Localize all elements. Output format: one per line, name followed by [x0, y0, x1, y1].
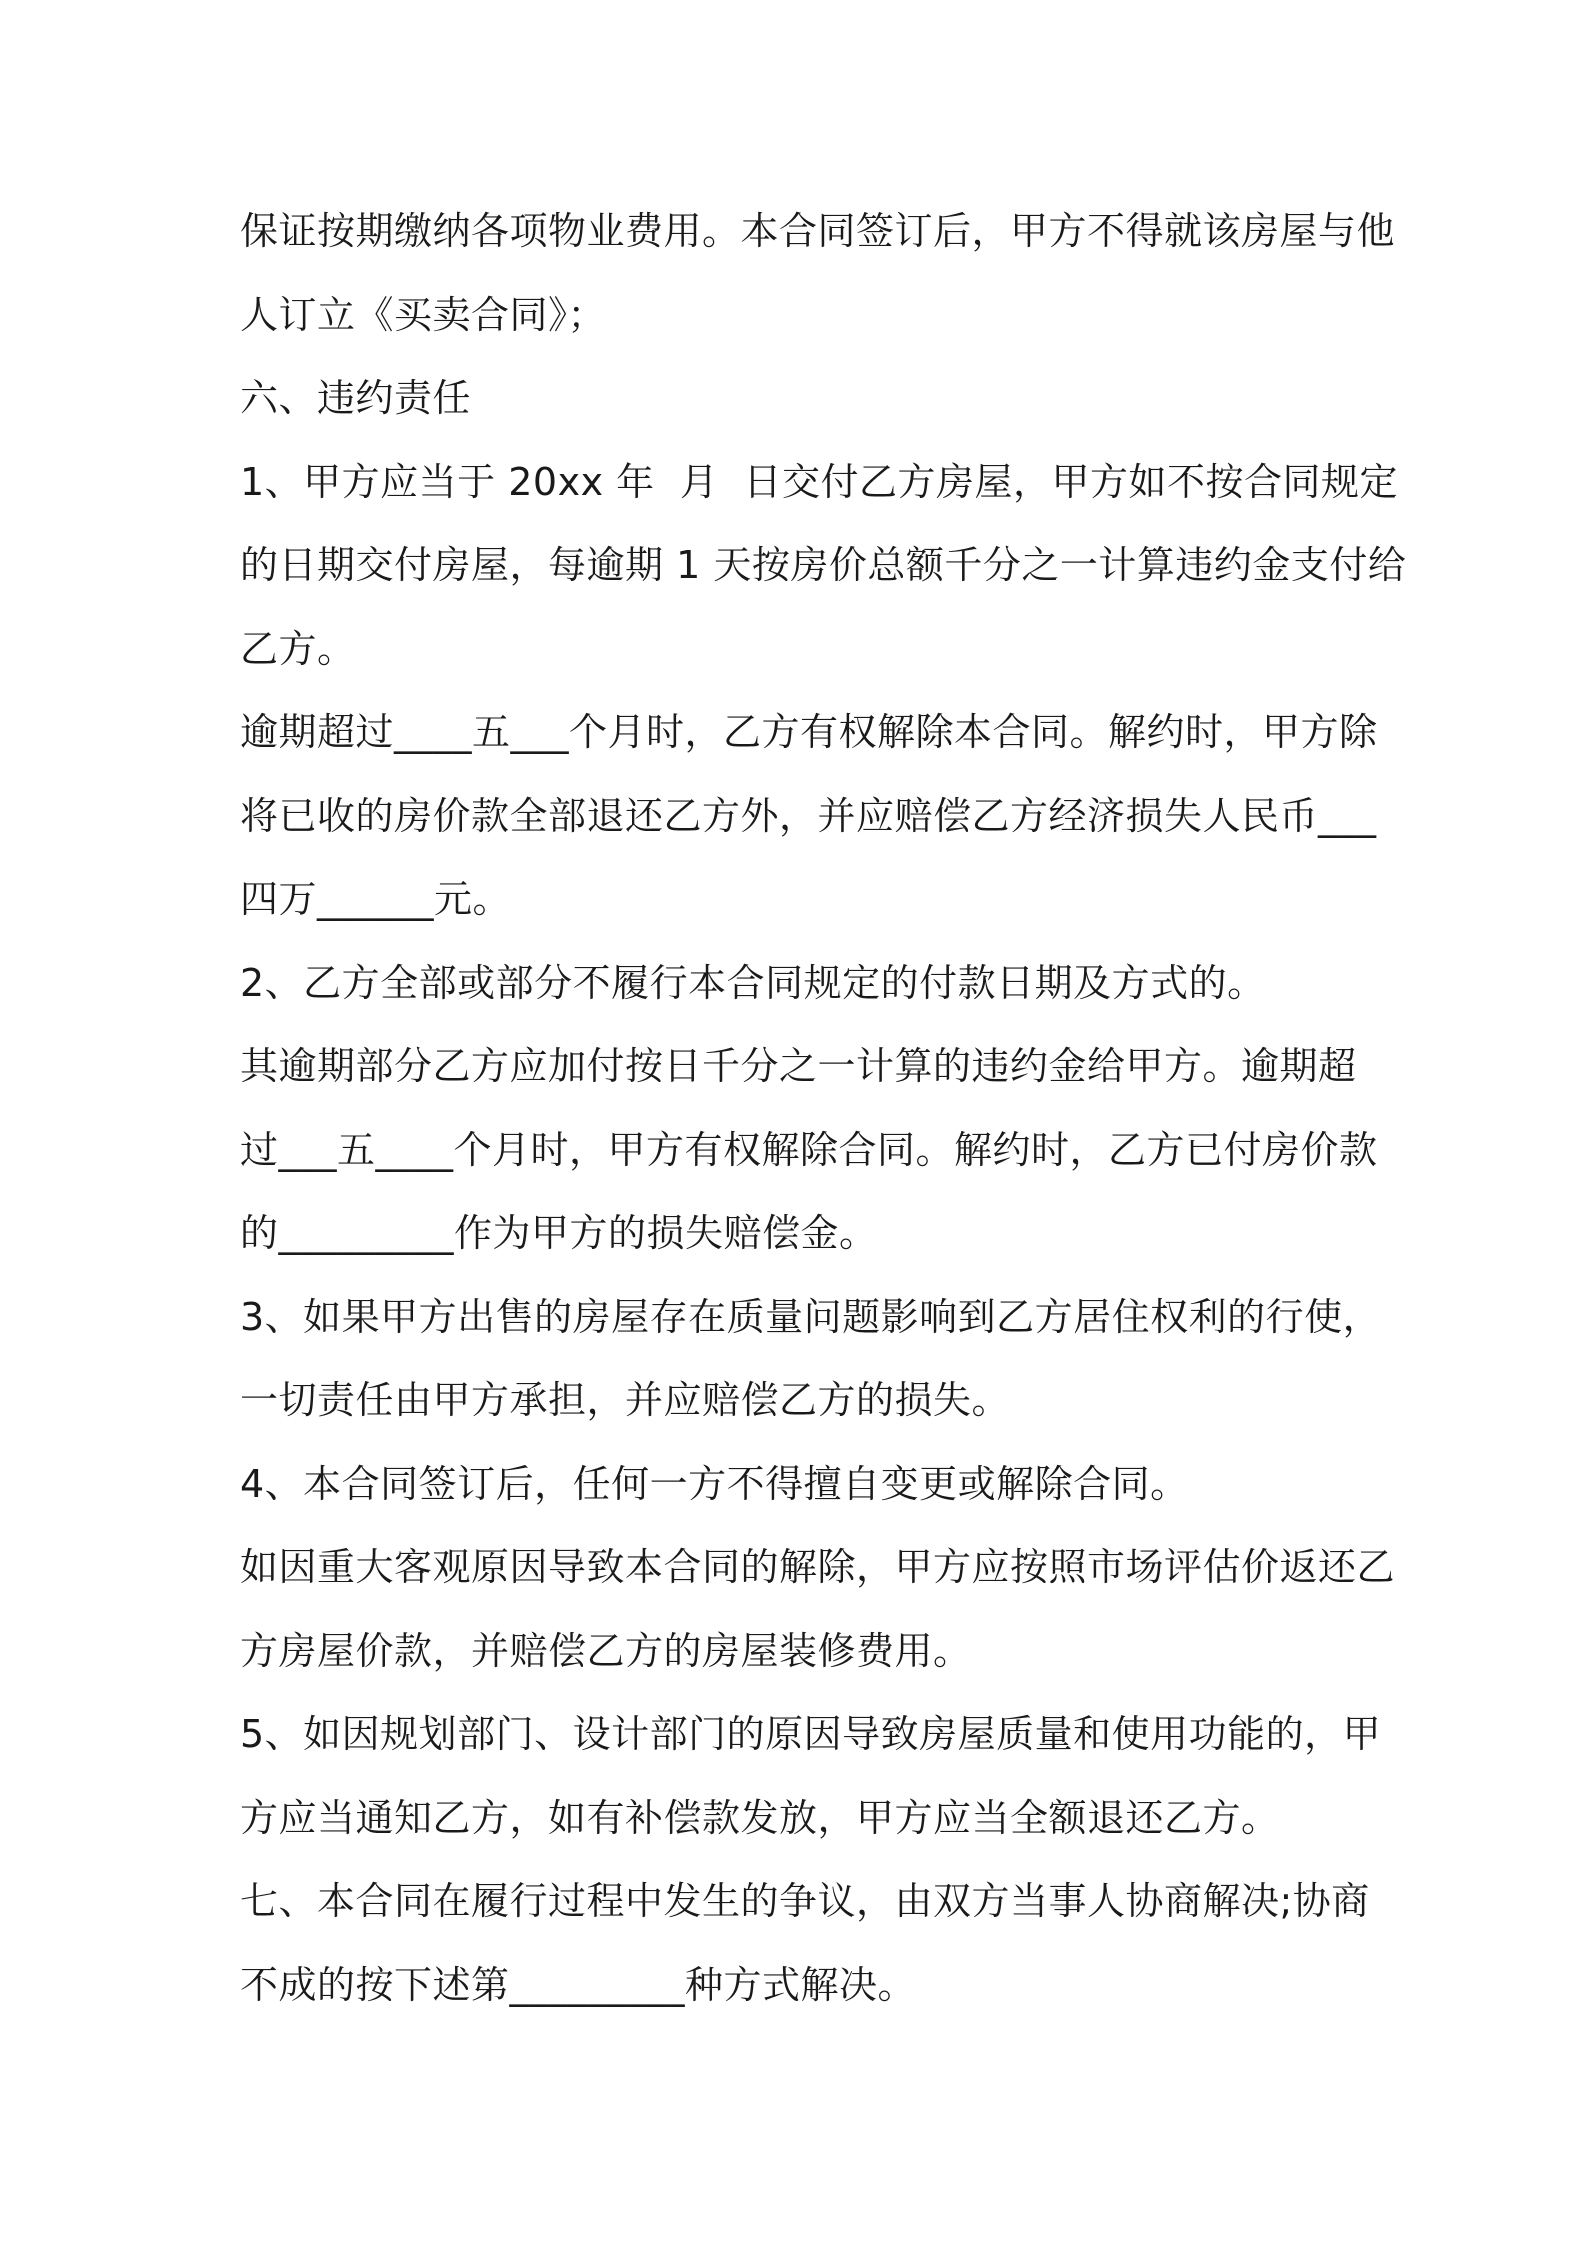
text-line: 如因重大客观原因导致本合同的解除，甲方应按照市场评估价返还乙 [240, 1545, 1396, 1589]
text-line: 逾期超过____五___个月时，乙方有权解除本合同。解约时，甲方除 [240, 710, 1378, 754]
contract-text-body [240, 190, 1407, 2027]
text-line: 过___五____个月时，甲方有权解除合同。解约时，乙方已付房价款 [240, 1127, 1378, 1172]
text-line: 不成的按下述第_________种方式解决。 [240, 1962, 917, 2007]
text-line: 将已收的房价款全部退还乙方外，并应赔偿乙方经济损失人民币___ [240, 793, 1377, 838]
text-line: 方房屋价款，并赔偿乙方的房屋装修费用。 [240, 1628, 972, 1673]
text-line: 的_________作为甲方的损失赔偿金。 [240, 1211, 878, 1255]
text-line: 保证按期缴纳各项物业费用。本合同签订后，甲方不得就该房屋与他 [240, 209, 1396, 253]
text-line: 一切责任由甲方承担，并应赔偿乙方的损失。 [240, 1378, 1011, 1422]
clause-3-text: 3、如果甲方出售的房屋存在质量问题影响到乙方居住权利的行使， [240, 1294, 1382, 1339]
clause-4-text: 4、本合同签订后，任何一方不得擅自变更或解除合同。 [240, 1461, 1189, 1506]
clause-1-text: 1、甲方应当于 20xx 年 月 日交付乙方房屋，甲方如不按合同规定 [240, 459, 1398, 504]
text-line: 四万______元。 [240, 877, 512, 921]
text-line: 的日期交付房屋，每逾期 1 天按房价总额千分之一计算违约金支付给 [240, 543, 1407, 587]
section-heading-dispute-resolution: 七、本合同在履行过程中发生的争议，由双方当事人协商解决;协商 [240, 1879, 1370, 1923]
section-heading-breach-liability: 六、违约责任 [240, 376, 472, 420]
text-line: 乙方。 [240, 626, 356, 671]
clause-5-text: 5、如因规划部门、设计部门的原因导致房屋质量和使用功能的，甲 [240, 1712, 1382, 1756]
text-line: 其逾期部分乙方应加付按日千分之一计算的违约金给甲方。逾期超 [240, 1044, 1357, 1088]
text-line: 方应当通知乙方，如有补偿款发放，甲方应当全额退还乙方。 [240, 1795, 1280, 1840]
text-line: 人订立《买卖合同》； [240, 292, 607, 337]
clause-2-text: 2、乙方全部或部分不履行本合同规定的付款日期及方式的。 [240, 960, 1266, 1005]
